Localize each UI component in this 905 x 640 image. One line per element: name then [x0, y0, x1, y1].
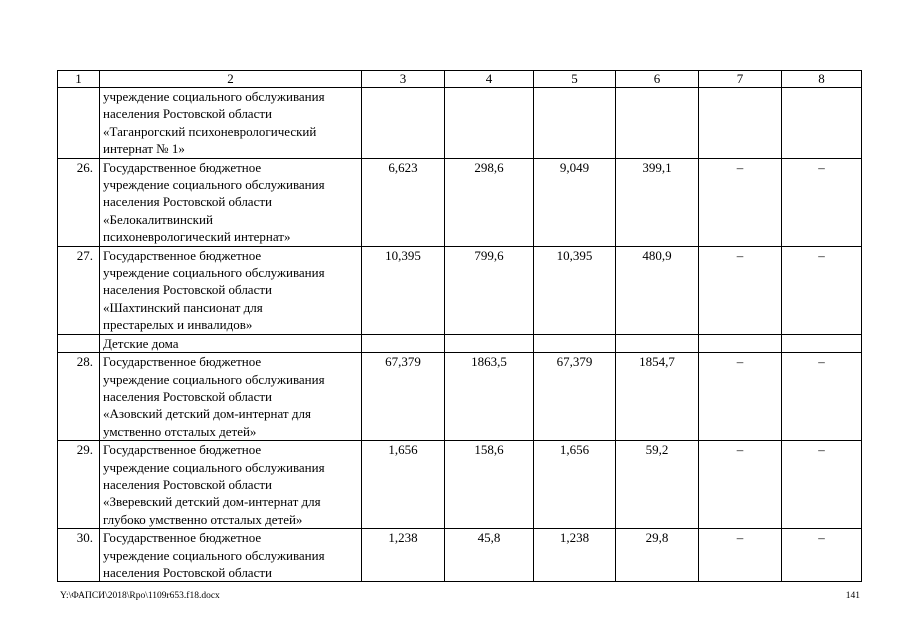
value-cell-c5 [534, 88, 616, 159]
value-cell-c8 [782, 88, 862, 159]
header-cell: 1 [58, 71, 100, 88]
name-line: учреждение социального обслуживания [103, 89, 325, 104]
row-number: 26. [58, 158, 100, 246]
name-line: населения Ростовской области [103, 106, 272, 122]
name-line: населения Ростовской области [103, 564, 272, 580]
value-cell-c4 [445, 334, 534, 352]
row-number: 29. [58, 441, 100, 529]
value-cell-c7: – [699, 529, 782, 582]
name-line: учреждение социального обслуживания [103, 547, 325, 563]
table-row [58, 158, 862, 246]
institution-name [100, 529, 362, 582]
name-line: учреждение социального обслуживания [103, 459, 325, 475]
name-line: населения Ростовской области [103, 388, 272, 404]
name-line: населения Ростовской области [103, 194, 272, 210]
name-line: учреждение социального обслуживания [103, 371, 325, 387]
name-line: интернат № 1» [103, 141, 185, 157]
institution-name [100, 88, 362, 159]
table-row [58, 88, 862, 159]
value-cell-c4: 45,8 [445, 529, 534, 582]
value-cell-c7: – [699, 246, 782, 334]
value-cell-c4: 298,6 [445, 158, 534, 246]
table-row [58, 441, 862, 529]
value-cell-c5: 9,049 [534, 158, 616, 246]
value-cell-c3: 6,623 [362, 158, 445, 246]
header-cell: 4 [445, 71, 534, 88]
name-line: Государственное бюджетное [103, 354, 262, 370]
name-line: населения Ростовской области [103, 476, 272, 492]
value-cell-c8: – [782, 246, 862, 334]
row-number: 28. [58, 353, 100, 441]
name-line: «Зверевский детский дом-интернат для [103, 494, 321, 510]
name-line: Детские дома [103, 335, 179, 351]
value-cell-c7: – [699, 158, 782, 246]
institution-name [100, 246, 362, 334]
file-path: Y:\ФАПСИ\2018\Rpo\1109r653.f18.docx [60, 591, 220, 601]
value-cell-c5: 1,238 [534, 529, 616, 582]
name-line: Государственное бюджетное [103, 530, 262, 546]
value-cell-c5: 1,656 [534, 441, 616, 529]
row-number: 27. [58, 246, 100, 334]
header-cell: 5 [534, 71, 616, 88]
value-cell-c3: 1,238 [362, 529, 445, 582]
header-cell: 8 [782, 71, 862, 88]
name-line: учреждение социального обслуживания [103, 177, 325, 193]
institution-name [100, 441, 362, 529]
name-line: умственно отсталых детей» [103, 423, 257, 439]
value-cell-c7: – [699, 441, 782, 529]
value-cell-c3: 67,379 [362, 353, 445, 441]
header-cell: 2 [100, 71, 362, 88]
value-cell-c5: 10,395 [534, 246, 616, 334]
name-line: Государственное бюджетное [103, 247, 262, 263]
value-cell-c4 [445, 88, 534, 159]
value-cell-c3: 1,656 [362, 441, 445, 529]
value-cell-c6 [616, 88, 699, 159]
header-cell: 7 [699, 71, 782, 88]
value-cell-c8: – [782, 441, 862, 529]
name-line: Государственное бюджетное [103, 159, 262, 175]
value-cell-c6: 399,1 [616, 158, 699, 246]
value-cell-c7 [699, 334, 782, 352]
name-line: престарелых и инвалидов» [103, 317, 253, 333]
value-cell-c4: 799,6 [445, 246, 534, 334]
header-row [58, 71, 862, 88]
table-row [58, 353, 862, 441]
value-cell-c3 [362, 88, 445, 159]
value-cell-c7: – [699, 353, 782, 441]
name-line: Государственное бюджетное [103, 442, 262, 458]
value-cell-c6: 480,9 [616, 246, 699, 334]
row-number [58, 88, 100, 159]
name-line: глубоко умственно отсталых детей» [103, 511, 303, 527]
value-cell-c8: – [782, 353, 862, 441]
value-cell-c3: 10,395 [362, 246, 445, 334]
value-cell-c6: 1854,7 [616, 353, 699, 441]
name-line: «Шахтинский пансионат для [103, 299, 263, 315]
data-table [57, 70, 862, 582]
value-cell-c7 [699, 88, 782, 159]
value-cell-c4: 158,6 [445, 441, 534, 529]
header-cell: 3 [362, 71, 445, 88]
institution-name [100, 158, 362, 246]
name-line: «Азовский детский дом-интернат для [103, 406, 311, 422]
name-line: учреждение социального обслуживания [103, 265, 325, 281]
value-cell-c8: – [782, 529, 862, 582]
page-number: 141 [845, 591, 860, 601]
value-cell-c6 [616, 334, 699, 352]
value-cell-c8: – [782, 158, 862, 246]
value-cell-c5 [534, 334, 616, 352]
row-number [58, 334, 100, 352]
value-cell-c8 [782, 334, 862, 352]
table-row [58, 334, 862, 352]
value-cell-c6: 29,8 [616, 529, 699, 582]
value-cell-c3 [362, 334, 445, 352]
institution-name [100, 334, 362, 352]
name-line: «Таганрогский психоневрологический [103, 123, 317, 139]
name-line: «Белокалитвинский [103, 211, 213, 227]
header-cell: 6 [616, 71, 699, 88]
institution-name [100, 353, 362, 441]
value-cell-c4: 1863,5 [445, 353, 534, 441]
value-cell-c5: 67,379 [534, 353, 616, 441]
name-line: населения Ростовской области [103, 282, 272, 298]
value-cell-c6: 59,2 [616, 441, 699, 529]
table-row [58, 246, 862, 334]
table-row [58, 529, 862, 582]
name-line: психоневрологический интернат» [103, 229, 291, 245]
row-number: 30. [58, 529, 100, 582]
